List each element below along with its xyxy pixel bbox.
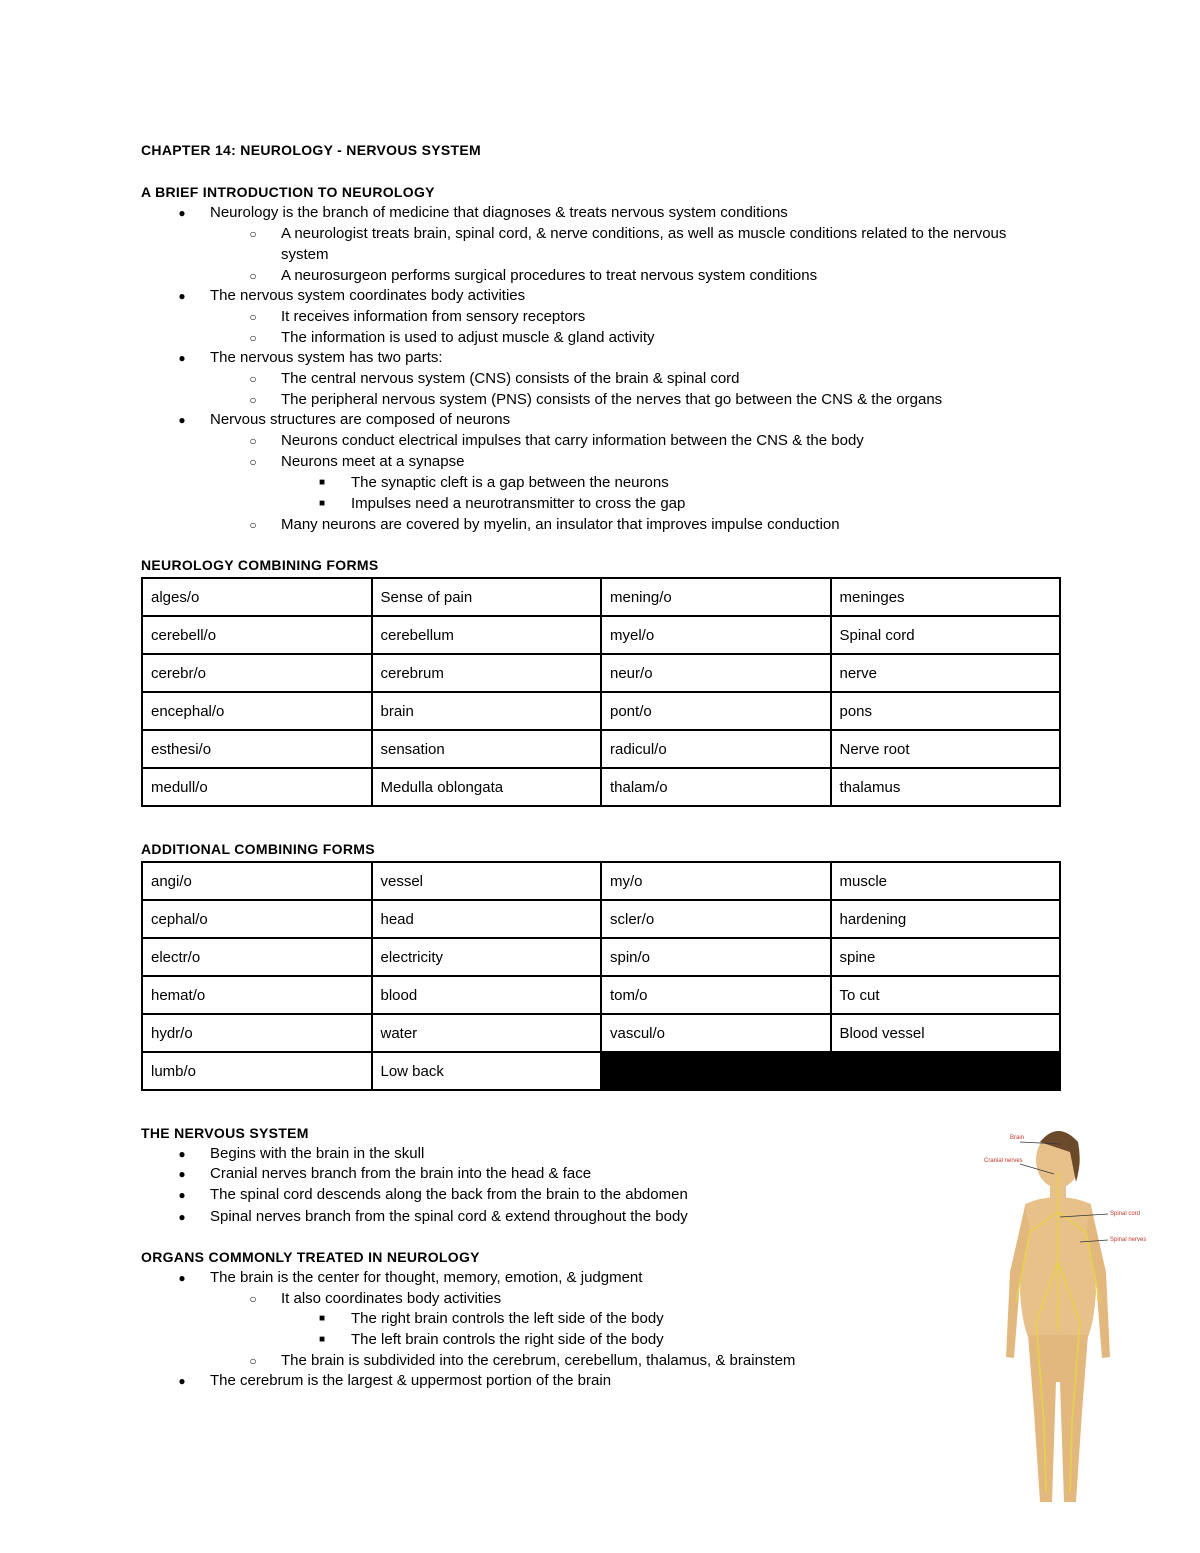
bullet-hollow: ○ xyxy=(249,1292,257,1306)
nervous-system-heading: THE NERVOUS SYSTEM xyxy=(141,1125,309,1141)
combining-form-cell: medull/o xyxy=(142,768,372,806)
bullet-dot: ● xyxy=(178,1167,186,1181)
organs-line: The cerebrum is the largest & uppermost portion of the brain xyxy=(210,1372,612,1389)
bullet-square: ■ xyxy=(318,498,326,509)
table-row xyxy=(142,1052,1060,1090)
meaning-cell: cerebrum xyxy=(372,654,602,692)
bullet-dot: ● xyxy=(178,1210,186,1224)
combining-form-cell: electr/o xyxy=(142,938,372,976)
neuro-forms-heading: NEUROLOGY COMBINING FORMS xyxy=(141,557,379,573)
meaning-cell: pons xyxy=(831,692,1061,730)
intro-line: Nervous structures are composed of neurons xyxy=(210,411,511,428)
organs-line: The right brain controls the left side of the body xyxy=(351,1310,664,1327)
combining-form-cell: radicul/o xyxy=(601,730,831,768)
chapter-title: CHAPTER 14: NEUROLOGY - NERVOUS SYSTEM xyxy=(141,142,481,158)
meaning-cell: To cut xyxy=(831,976,1061,1014)
table-row xyxy=(142,1014,1060,1052)
meaning-cell: head xyxy=(372,900,602,938)
table-row xyxy=(142,616,1060,654)
bullet-dot: ● xyxy=(178,1271,186,1285)
combining-form-cell: myel/o xyxy=(601,616,831,654)
bullet-hollow: ○ xyxy=(249,455,257,469)
bullet-hollow: ○ xyxy=(249,372,257,386)
meaning-cell: meninges xyxy=(831,578,1061,616)
meaning-cell: hardening xyxy=(831,900,1061,938)
intro-line: system xyxy=(281,246,329,263)
meaning-cell: Medulla oblongata xyxy=(372,768,602,806)
intro-line: Impulses need a neurotransmitter to cross the gap xyxy=(351,495,686,512)
organs-heading: ORGANS COMMONLY TREATED IN NEUROLOGY xyxy=(141,1249,480,1265)
intro-line: The information is used to adjust muscle & gland activity xyxy=(281,329,655,346)
combining-form-cell: cerebell/o xyxy=(142,616,372,654)
bullet-dot: ● xyxy=(178,206,186,220)
bullet-dot: ● xyxy=(178,351,186,365)
organs-line: It also coordinates body activities xyxy=(281,1290,502,1307)
bullet-dot: ● xyxy=(178,413,186,427)
combining-form-cell: scler/o xyxy=(601,900,831,938)
bullet-square: ■ xyxy=(318,477,326,488)
combining-form-cell: hemat/o xyxy=(142,976,372,1014)
meaning-cell: cerebellum xyxy=(372,616,602,654)
organs-line: The brain is subdivided into the cerebrum, cerebellum, thalamus, & brainstem xyxy=(281,1352,796,1369)
meaning-cell: electricity xyxy=(372,938,602,976)
combining-form-cell: encephal/o xyxy=(142,692,372,730)
combining-form-cell: tom/o xyxy=(601,976,831,1014)
combining-form-cell: hydr/o xyxy=(142,1014,372,1052)
additional-forms-table xyxy=(141,861,1061,1091)
meaning-cell: Low back xyxy=(372,1052,602,1090)
combining-form-cell: esthesi/o xyxy=(142,730,372,768)
table-row xyxy=(142,730,1060,768)
table-row xyxy=(142,578,1060,616)
combining-form-cell: thalam/o xyxy=(601,768,831,806)
intro-line: Neurology is the branch of medicine that diagnoses & treats nervous system conditions xyxy=(210,204,788,221)
combining-form-cell: neur/o xyxy=(601,654,831,692)
bullet-hollow: ○ xyxy=(249,393,257,407)
combining-form-cell: pont/o xyxy=(601,692,831,730)
bullet-hollow: ○ xyxy=(249,434,257,448)
nervous-system-line: Cranial nerves branch from the brain into the head & face xyxy=(210,1165,592,1182)
table-row xyxy=(142,654,1060,692)
table-row xyxy=(142,862,1060,900)
meaning-cell: blood xyxy=(372,976,602,1014)
figure-label-spinal-nerves: Spinal nerves xyxy=(1110,1237,1147,1243)
nervous-system-figure xyxy=(970,1122,1150,1512)
nervous-system-line: Spinal nerves branch from the spinal cord & extend throughout the body xyxy=(210,1208,688,1225)
meaning-cell: brain xyxy=(372,692,602,730)
bullet-dot: ● xyxy=(178,1374,186,1388)
combining-form-cell: cerebr/o xyxy=(142,654,372,692)
bullet-dot: ● xyxy=(178,289,186,303)
meaning-cell: spine xyxy=(831,938,1061,976)
table-row xyxy=(142,900,1060,938)
nervous-system-line: The spinal cord descends along the back from the brain to the abdomen xyxy=(210,1186,688,1203)
intro-line: A neurosurgeon performs surgical procedures to treat nervous system conditions xyxy=(281,267,818,284)
filled-empty-cell xyxy=(831,1052,1061,1090)
meaning-cell: Sense of pain xyxy=(372,578,602,616)
intro-line: Many neurons are covered by myelin, an insulator that improves impulse conduction xyxy=(281,516,840,533)
combining-form-cell: alges/o xyxy=(142,578,372,616)
meaning-cell: vessel xyxy=(372,862,602,900)
table-row xyxy=(142,976,1060,1014)
intro-line: The nervous system has two parts: xyxy=(210,349,443,366)
intro-line: The nervous system coordinates body activities xyxy=(210,287,526,304)
meaning-cell: thalamus xyxy=(831,768,1061,806)
bullet-square: ■ xyxy=(318,1334,326,1345)
meaning-cell: Spinal cord xyxy=(831,616,1061,654)
table-row xyxy=(142,692,1060,730)
bullet-hollow: ○ xyxy=(249,331,257,345)
bullet-hollow: ○ xyxy=(249,227,257,241)
intro-line: The central nervous system (CNS) consists of the brain & spinal cord xyxy=(281,370,740,387)
figure-label-brain: Brain xyxy=(1010,1135,1025,1141)
combining-form-cell: my/o xyxy=(601,862,831,900)
figure-label-spinal-cord: Spinal cord xyxy=(1110,1211,1141,1217)
meaning-cell: sensation xyxy=(372,730,602,768)
organs-line: The left brain controls the right side of the body xyxy=(351,1331,664,1348)
table-row xyxy=(142,768,1060,806)
additional-forms-heading: ADDITIONAL COMBINING FORMS xyxy=(141,841,375,857)
intro-line: A neurologist treats brain, spinal cord, & nerve conditions, as well as muscle conditions related to the nervous xyxy=(281,225,1007,242)
combining-form-cell: vascul/o xyxy=(601,1014,831,1052)
table-row xyxy=(142,938,1060,976)
meaning-cell: muscle xyxy=(831,862,1061,900)
combining-form-cell: spin/o xyxy=(601,938,831,976)
intro-line: Neurons meet at a synapse xyxy=(281,453,465,470)
combining-form-cell: angi/o xyxy=(142,862,372,900)
nervous-system-line: Begins with the brain in the skull xyxy=(210,1145,425,1162)
bullet-dot: ● xyxy=(178,1147,186,1161)
meaning-cell: Blood vessel xyxy=(831,1014,1061,1052)
meaning-cell: Nerve root xyxy=(831,730,1061,768)
bullet-dot: ● xyxy=(178,1188,186,1202)
filled-empty-cell xyxy=(601,1052,831,1090)
combining-form-cell: cephal/o xyxy=(142,900,372,938)
bullet-hollow: ○ xyxy=(249,269,257,283)
intro-line: It receives information from sensory receptors xyxy=(281,308,586,325)
bullet-square: ■ xyxy=(318,1313,326,1324)
organs-line: The brain is the center for thought, memory, emotion, & judgment xyxy=(210,1269,643,1286)
intro-line: The synaptic cleft is a gap between the neurons xyxy=(351,474,669,491)
figure-label-cranial-nerves: Cranial nerves xyxy=(984,1158,1023,1164)
meaning-cell: water xyxy=(372,1014,602,1052)
combining-form-cell: lumb/o xyxy=(142,1052,372,1090)
intro-line: Neurons conduct electrical impulses that carry information between the CNS & the body xyxy=(281,432,864,449)
meaning-cell: nerve xyxy=(831,654,1061,692)
intro-heading: A BRIEF INTRODUCTION TO NEUROLOGY xyxy=(141,184,435,200)
bullet-hollow: ○ xyxy=(249,1354,257,1368)
neuro-forms-table xyxy=(141,577,1061,807)
bullet-hollow: ○ xyxy=(249,518,257,532)
bullet-hollow: ○ xyxy=(249,310,257,324)
intro-line: The peripheral nervous system (PNS) consists of the nerves that go between the CNS & the organs xyxy=(281,391,943,408)
combining-form-cell: mening/o xyxy=(601,578,831,616)
